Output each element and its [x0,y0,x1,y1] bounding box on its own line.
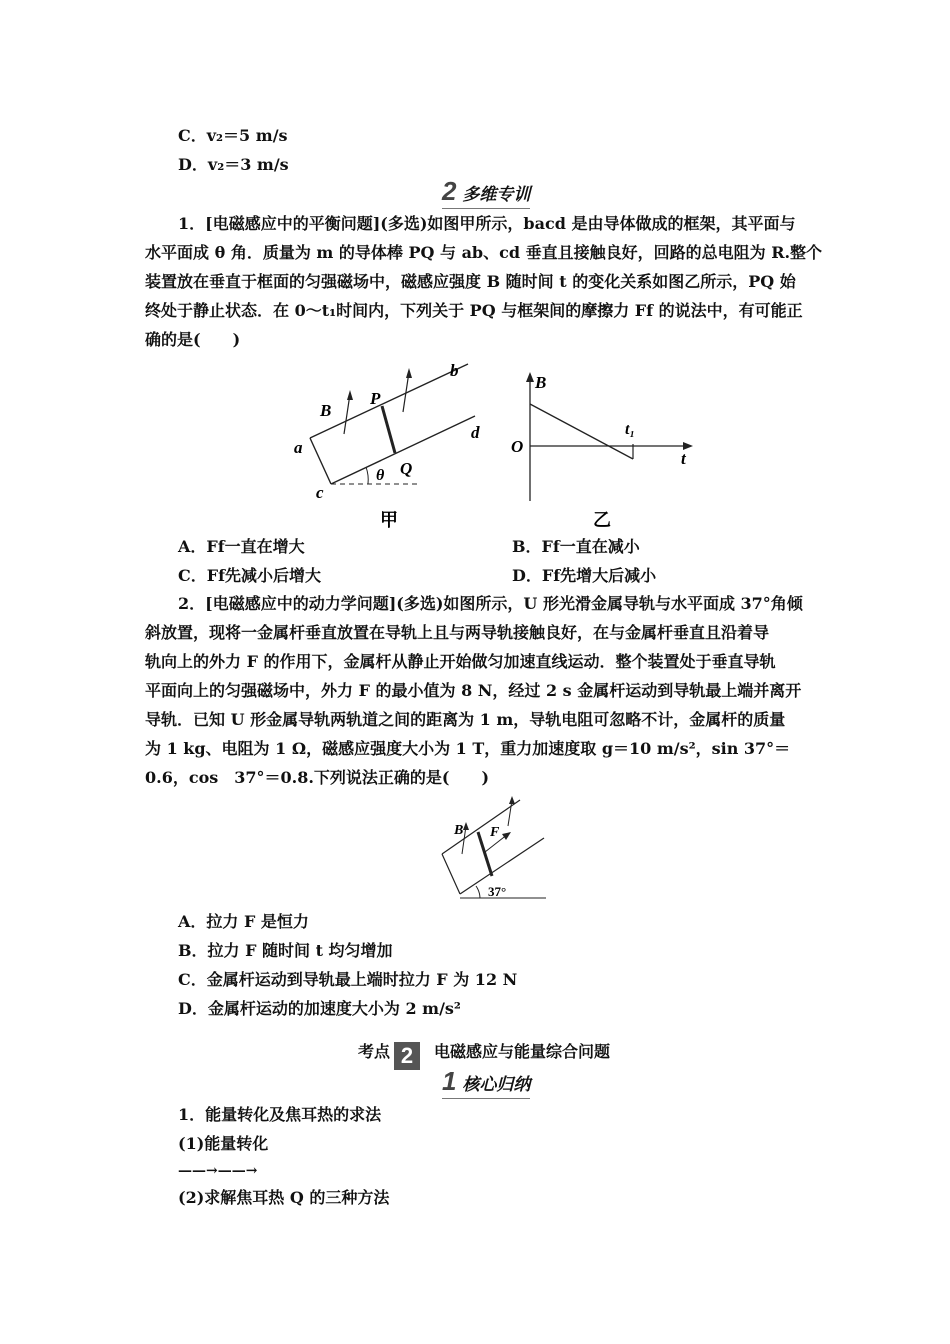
axis-label-B: B [535,373,547,392]
section-banner-hexin: 1 核心归纳 [442,1066,530,1097]
q2-label-F: F [490,825,500,840]
caption-jia: 甲 [380,510,398,530]
figure-jia [290,360,490,530]
q2-label-angle: 37° [488,884,507,899]
label-p: P [370,389,381,408]
q1-line1: 1．[电磁感应中的平衡问题](多选)如图甲所示，bacd 是由导体做成的框架，其平面与 [178,214,796,233]
option-d-prev: D．v₂＝3 m/s [178,155,289,174]
section-heading-1: 1．能量转化及焦耳热的求法 [178,1105,382,1124]
q2-line5: 导轨．已知 U 形金属导轨两轨道之间的距离为 1 m，导轨电阻可忽略不计，金属杆的质量 [145,710,786,729]
label-q: Q [400,459,413,478]
q1-line2: 水平面成 θ 角．质量为 m 的导体棒 PQ 与 ab、cd 垂直且接触良好，回路的总电阻为 R.整个 [145,243,823,262]
kaodian-number-badge: 2 [394,1042,420,1070]
tick-t1: t₁ [625,421,636,438]
q1-option-d: D．Ff先增大后减小 [512,566,657,585]
label-a: a [294,438,303,457]
section-heading-energy: (1)能量转化 [178,1134,269,1153]
q2-line6: 为 1 kg、电阻为 1 Ω，磁感应强度大小为 1 T，重力加速度取 g＝10 m/s²，sin 37°＝ [145,739,791,758]
q2-label-B: B [454,823,464,838]
q2-line1: 2．[电磁感应中的动力学问题](多选)如图所示，U 形光滑金属导轨与水平面成 37°角倾 [178,594,803,613]
q2-option-b: B．拉力 F 随时间 t 均匀增加 [178,941,393,960]
q1-option-a: A．Ff一直在增大 [178,537,305,556]
q2-option-c: C．金属杆运动到导轨最上端时拉力 F 为 12 N [178,970,518,989]
q2-line4: 平面向上的匀强磁场中，外力 F 的最小值为 8 N，经过 2 s 金属杆运动到导轨最上端并离开 [145,681,802,700]
q2-line3: 轨向上的外力 F 的作用下，金属杆从静止开始做匀加速直线运动．整个装置处于垂直导轨 [145,652,776,671]
label-c: c [316,483,324,502]
q2-line7: 0.6，cos 37°＝0.8.下列说法正确的是( ) [145,768,490,787]
kaodian-heading: 考点 2 电磁感应与能量综合问题 [358,1042,611,1068]
energy-arrows: ——→——→ [178,1163,258,1179]
label-d: d [471,423,480,442]
option-c-prev: C．v₂＝5 m/s [178,126,288,145]
axis-origin: O [511,437,524,456]
q1-line4: 终处于静止状态．在 0～t₁时间内，下列关于 PQ 与框架间的摩擦力 Ff 的说法中，有可能正 [145,301,803,320]
figure-yi [505,366,705,531]
q2-option-a: A．拉力 F 是恒力 [178,912,309,931]
caption-yi: 乙 [593,510,611,530]
q1-option-b: B．Ff一直在减小 [512,537,640,556]
q2-option-d: D．金属杆运动的加速度大小为 2 m/s² [178,999,461,1018]
label-theta: θ [376,467,385,484]
label-B: B [320,401,332,420]
q1-option-c: C．Ff先减小后增大 [178,566,321,585]
q1-line3: 装置放在垂直于框面的匀强磁场中，磁感应强度 B 随时间 t 的变化关系如图乙所示，PQ 始 [145,272,796,291]
label-b: b [450,361,459,380]
section-heading-methods: (2)求解焦耳热 Q 的三种方法 [178,1188,390,1207]
q1-line5: 确的是( ) [145,330,241,349]
section-banner-duowei: 2 多维专训 [442,176,530,207]
figure-q2 [440,794,548,904]
axis-label-t: t [681,449,686,468]
q2-line2: 斜放置，现将一金属杆垂直放置在导轨上且与两导轨接触良好，在与金属杆垂直且沿着导 [145,623,770,642]
